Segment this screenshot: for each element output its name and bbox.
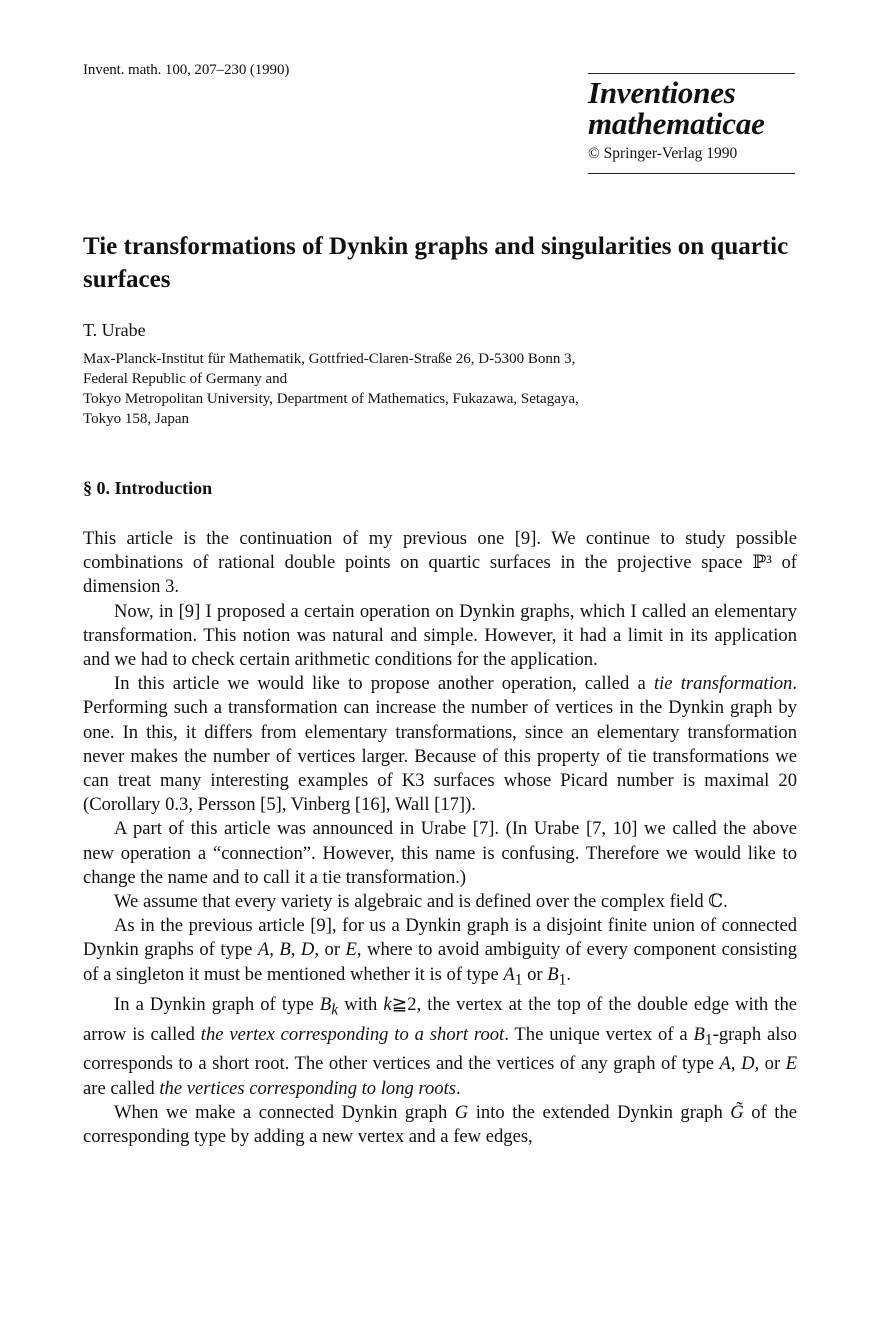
math-symbol: E — [345, 939, 357, 961]
math-subscript: 1 — [514, 971, 523, 989]
paragraph-text: In this article we would like to propose another operation, called a — [114, 673, 654, 695]
math-subscript: 1 — [704, 1031, 713, 1049]
math-symbol: A — [257, 939, 270, 961]
emphasis-term: tie transformation — [653, 673, 793, 695]
paragraph-text: , — [269, 939, 280, 961]
paragraph-text: with — [338, 993, 384, 1015]
paragraph: This article is the continuation of my previous one [9]. We continue to study possible combinations of rational double points on quartic surfaces in the projective space ℙ³ of dimension 3. — [83, 528, 797, 598]
paragraph-text: . The unique vertex of a — [504, 1023, 694, 1045]
article-title: Tie transformations of Dynkin graphs and singularities on quartic surfaces — [83, 233, 789, 293]
emphasis-term: the vertices corresponding to long roots — [159, 1077, 456, 1099]
paragraph: Now, in [9] I proposed a certain operation on Dynkin graphs, which I called an elementary transformation. This notion was natural and simple. However, it had a limit in its application and we had to check certain arithmetic conditions for the application. — [83, 600, 797, 671]
paragraph — [83, 914, 797, 992]
math-symbol: D — [300, 939, 315, 961]
author-affiliation — [83, 349, 579, 429]
paragraph-text: are called — [83, 1077, 160, 1099]
emphasis-term: the vertex corresponding to a short root — [200, 1023, 505, 1045]
paragraph — [83, 1101, 797, 1149]
paragraph: A part of this article was announced in Urabe [7]. (In Urabe [7, 10] we called the above new operation a “connection”. However, this name is confusing. Therefore we would like to change the name and to call it a tie transformation.) — [83, 818, 797, 888]
math-symbol: k — [383, 993, 392, 1015]
math-symbol: G̃ — [730, 1101, 744, 1123]
paragraph-text: , — [730, 1053, 742, 1075]
paragraph-text: When we make a connected Dynkin graph — [114, 1101, 455, 1123]
math-symbol: A — [503, 963, 515, 985]
paragraph-text: into the extended Dynkin graph — [468, 1101, 731, 1123]
math-symbol: G — [454, 1101, 469, 1123]
paragraph-text: or — [522, 963, 548, 985]
journal-title-line-2: mathematicae — [588, 106, 765, 141]
journal-citation: Invent. math. 100, 207–230 (1990) — [83, 62, 290, 78]
math-symbol: B — [547, 963, 559, 985]
paragraph-text: As in the previous article [9], for us a Dynkin graph is a disjoint finite union of connected Dynkin graphs of type — [83, 915, 797, 961]
journal-title-line-1: Inventiones — [588, 75, 736, 110]
paragraph-text: , — [290, 939, 301, 961]
masthead-top-rule — [588, 73, 795, 74]
author-name: T. Urabe — [83, 320, 146, 340]
paragraph-text: . Performing such a transformation can increase the number of vertices in the Dynkin graph by one. In this, it differs from elementary transformations, since an elementary transformation never makes the number of vertices larger. Because of this property of tie transformations we can treat many interesting examples of K3 surfaces whose Picard number is maximal 20 (Corollary 0.3, Persson [5], Vinberg [16], Wall [17]). — [83, 673, 797, 816]
paragraph-text: -graph also corresponds to a short root. The other vertices and the vertices of any graph of type — [83, 1023, 797, 1075]
paragraph-text: In a Dynkin graph of type — [114, 993, 320, 1015]
affiliation-line: Tokyo 158, Japan — [83, 411, 190, 427]
journal-masthead — [588, 73, 795, 174]
paragraph-text: . — [456, 1077, 461, 1099]
paragraph — [83, 993, 797, 1101]
math-symbol: B — [279, 939, 291, 961]
article-body — [83, 527, 797, 1149]
affiliation-line: Tokyo Metropolitan University, Department of Mathematics, Fukazawa, Setagaya, — [83, 391, 579, 407]
publisher-copyright: © Springer-Verlag 1990 — [588, 145, 738, 162]
paragraph: We assume that every variety is algebraic and is defined over the complex field ℂ. — [114, 891, 728, 913]
journal-title — [588, 77, 795, 139]
paragraph-text: , or — [754, 1053, 786, 1075]
paragraph-text: . — [566, 963, 572, 985]
affiliation-line: Max-Planck-Institut für Mathematik, Gottfried-Claren-Straße 26, D-5300 Bonn 3, — [83, 351, 576, 367]
paragraph-text: of the corresponding type by adding a new vertex and a few edges, — [83, 1101, 797, 1148]
math-symbol: D — [741, 1053, 755, 1075]
math-subscript: k — [331, 1001, 339, 1019]
paragraph-text: ≧2, the vertex at the top of the double edge with the arrow is called — [83, 993, 797, 1045]
math-symbol: A — [719, 1053, 731, 1075]
affiliation-line: Federal Republic of Germany and — [83, 371, 288, 387]
paragraph-text: , or — [314, 939, 346, 961]
paragraph — [83, 672, 797, 817]
section-heading: § 0. Introduction — [83, 478, 213, 498]
masthead-bottom-rule — [588, 173, 795, 174]
math-subscript: 1 — [558, 971, 567, 989]
math-symbol: B — [693, 1023, 705, 1045]
math-symbol: E — [785, 1053, 798, 1075]
math-symbol: B — [319, 993, 332, 1015]
paragraph-text: , where to avoid ambiguity of every component consisting of a singleton it must be mentioned whether it is of type — [83, 939, 797, 985]
